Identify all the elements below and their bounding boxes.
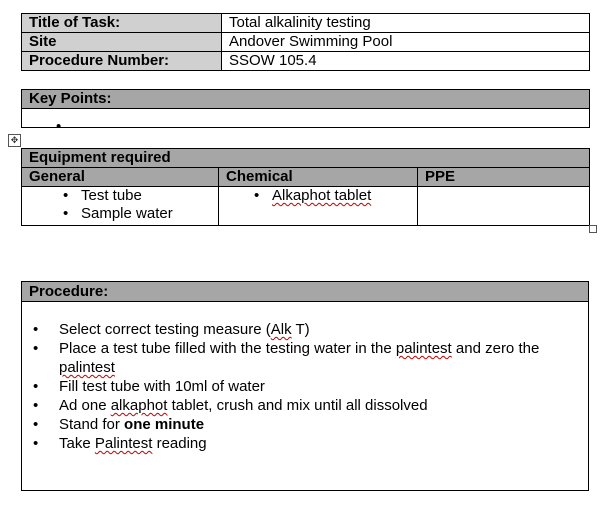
general-equipment-item: • Test tube [55,187,211,205]
task-title-label: Title of Task: [22,14,222,33]
chemical-equipment-item [246,187,410,205]
equipment-col-ppe: PPE [418,168,590,187]
table-move-handle-icon[interactable]: ✥ [8,134,21,147]
squiggle-word: palintest [395,340,452,357]
procedure-step: • Take Palintest reading [22,434,588,453]
general-equipment-cell[interactable] [22,187,219,226]
site-row [22,33,590,52]
equipment-table [21,148,590,226]
equipment-heading: Equipment required [22,149,590,168]
site-label: Site [22,33,222,52]
emphasis-text: one minute [124,416,205,433]
procedure-step: • Select correct testing measure (Alk T) [22,320,588,339]
task-title-row [22,14,590,33]
procedure-step: • Stand for one minute [22,415,588,434]
squiggle-word: Alk [270,321,292,338]
squiggle-word: Palintest [94,435,153,452]
procedure-number-value[interactable]: SSOW 105.4 [222,52,590,71]
procedure-step: • Ad one alkaphot tablet, crush and mix until all dissolved [22,396,588,415]
procedure-box [21,281,589,491]
table-resize-handle-icon[interactable] [589,225,597,233]
procedure-heading: Procedure: [22,282,588,302]
chemical-equipment-list [246,187,410,205]
procedure-step: • Fill test tube with 10ml of water [22,377,588,396]
site-value[interactable]: Andover Swimming Pool [222,33,590,52]
task-info-table [21,13,590,71]
key-points-heading: Key Points: [22,90,590,109]
chemical-name: Alkaphot tablet [272,187,372,204]
general-equipment-list [55,187,211,223]
general-equipment-item: • Sample water [55,205,211,223]
procedure-number-row [22,52,590,71]
procedure-steps [22,320,588,453]
equipment-col-general: General [22,168,219,187]
task-title-value[interactable]: Total alkalinity testing [222,14,590,33]
squiggle-word: palintest [59,359,115,376]
key-points-cell[interactable] [22,109,590,128]
procedure-step: • Place a test tube filled with the testing water in the palintest and zero the palintest [22,339,588,377]
squiggle-word: alkaphot [110,397,168,414]
equipment-col-chemical: Chemical [219,168,418,187]
ppe-cell[interactable] [418,187,590,226]
chemical-equipment-cell[interactable] [219,187,418,226]
procedure-number-label: Procedure Number: [22,52,222,71]
key-points-table [21,89,590,128]
